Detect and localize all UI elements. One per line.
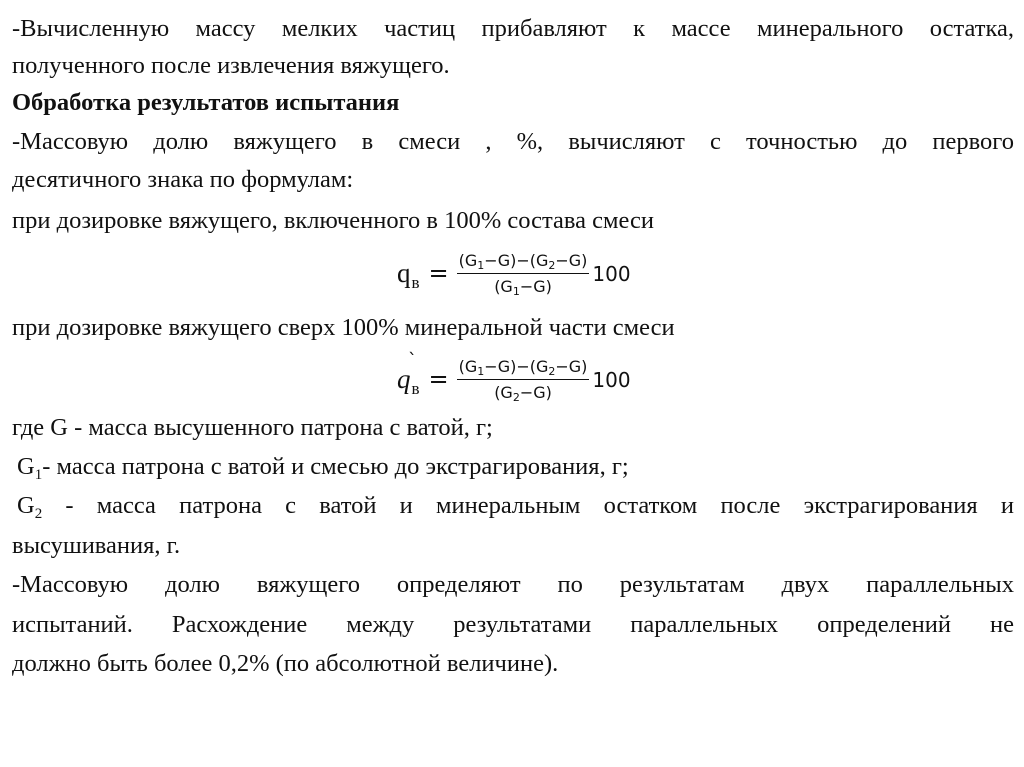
mass-fraction-line-2: десятичного знака по формулам: <box>12 166 354 193</box>
formula-lhs <box>397 257 420 292</box>
formula-variable-subscript: в <box>411 378 420 398</box>
final-line-2: испытаний. Расхождение между результатами параллельных определений не <box>12 611 1014 638</box>
final-line-3: должно быть более 0,2% (по абсолютной величине). <box>12 650 559 677</box>
formula-multiplier: 100 <box>592 262 631 286</box>
fraction-numerator: $(G_1-G)-(G_2-G)$ <box>458 356 588 378</box>
fraction-denominator: $(G_2-G)$ <box>494 382 552 404</box>
final-line-1: -Массовую долю вяжущего определяют по результатам двух параллельных <box>12 571 1014 598</box>
intro-line-2: полученного после извлечения вяжущего. <box>12 52 450 79</box>
definition-g2-line-1: $G_2$ - масса патрона с ватой и минеральным остатком после экстрагирования и <box>17 492 1014 522</box>
formula-binder-over-100 <box>397 351 631 407</box>
formula-lhs <box>397 349 420 398</box>
definition-g2-line-2: высушивания, г. <box>12 532 181 559</box>
section-heading: Обработка результатов испытания <box>12 89 400 116</box>
formula-binder-within-100 <box>397 245 631 301</box>
definition-g: где G - масса высушенного патрона с ватой, г; <box>12 414 493 441</box>
fraction <box>457 251 590 296</box>
formula-multiplier: 100 <box>592 368 631 392</box>
formula-variable: q <box>397 257 411 288</box>
formula-variable: q <box>397 363 411 394</box>
prime-mark: ` <box>408 349 417 371</box>
definition-g1: $G_1-$ масса патрона с ватой и смесью до экстрагирования, г; <box>17 453 629 483</box>
formula-variable-subscript: в <box>411 272 420 292</box>
equals-sign: = <box>428 365 449 393</box>
mass-fraction-line-1: -Массовую долю вяжущего в смеси , %, вычисляют с точностью до первого <box>12 128 1014 155</box>
case-over-100: при дозировке вяжущего сверх 100% минеральной части смеси <box>12 314 675 341</box>
case-within-100: при дозировке вяжущего, включенного в 100% состава смеси <box>12 207 654 234</box>
equals-sign: = <box>428 259 449 287</box>
fraction <box>457 357 590 402</box>
intro-line-1: -Вычисленную массу мелких частиц прибавляют к массе минерального остатка, <box>12 15 1014 42</box>
fraction-denominator: $(G_1-G)$ <box>494 276 552 298</box>
fraction-numerator: $(G_1-G)-(G_2-G)$ <box>458 250 588 272</box>
